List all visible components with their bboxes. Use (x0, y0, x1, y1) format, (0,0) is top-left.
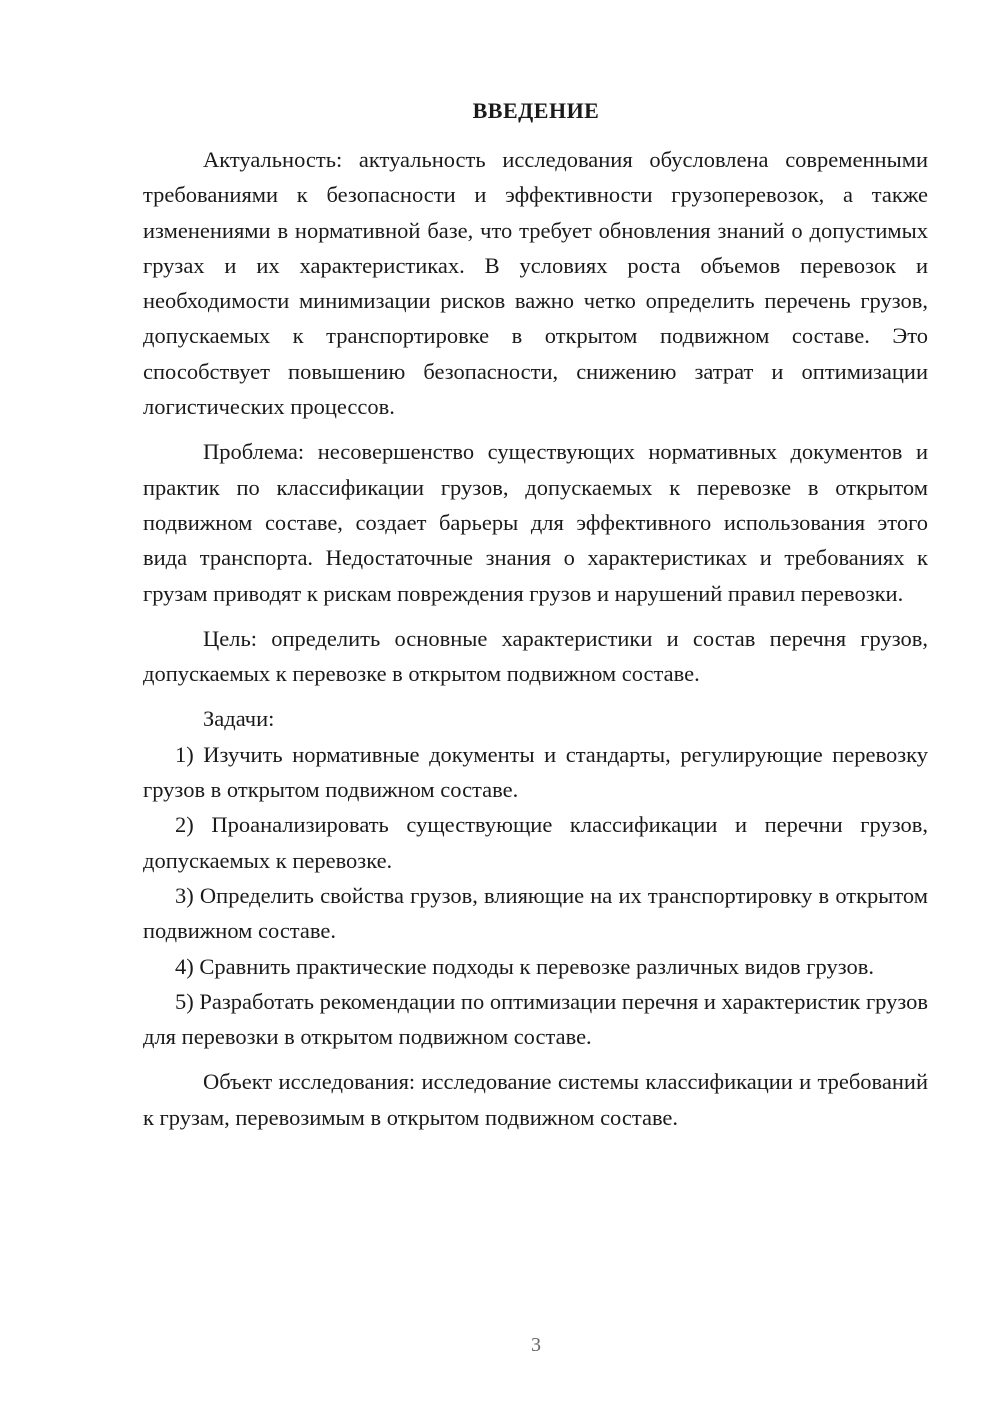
goal-paragraph: Цель: определить основные характеристики и состав перечня грузов, допускаемых к перевозке в открытом подвижном составе. (143, 625, 928, 687)
page-number: 3 (531, 1334, 541, 1356)
document-body (143, 142, 928, 1135)
task-item: 2) Проанализировать существующие классификации и перечни грузов, допускаемых к перевозке. (143, 812, 928, 873)
tasks-label: Задачи: (203, 706, 275, 732)
task-item: 3) Определить свойства грузов, влияющие на их транспортировку в открытом подвижном составе. (143, 882, 928, 944)
relevance-paragraph: Актуальность: актуальность исследования обусловлена современными требованиями к безопасности и эффективности грузоперевозок, а также изменениями в нормативной базе, что требует обновления знаний о допустимых грузах и их характеристиках. В условиях роста объемов перевозок и необходимости минимизации рисков важно четко определить перечень грузов, допускаемых к транспортировке в открытом подвижном составе. Это способствует повышению безопасности, снижению затрат и оптимизации логистических процессов. (143, 147, 928, 420)
task-item: 1) Изучить нормативные документы и стандарты, регулирующие перевозку грузов в открытом подвижном составе. (143, 741, 928, 803)
problem-paragraph: Проблема: несовершенство существующих нормативных документов и практик по классификации грузов, допускаемых к перевозке в открытом подвижном составе, создает барьеры для эффективного использования этого вида транспорта. Недостаточные знания о характеристиках и требованиях к грузам приводят к рискам повреждения грузов и нарушений правил перевозки. (143, 439, 928, 606)
task-item: 4) Сравнить практические подходы к перевозке различных видов грузов. (175, 953, 874, 979)
section-heading: ВВЕДЕНИЕ (472, 98, 600, 123)
task-item: 5) Разработать рекомендации по оптимизации перечня и характеристик грузов для перевозки в открытом подвижном составе. (143, 988, 929, 1050)
object-paragraph: Объект исследования: исследование системы классификации и требований к грузам, перевозимым в открытом подвижном составе. (143, 1069, 928, 1130)
